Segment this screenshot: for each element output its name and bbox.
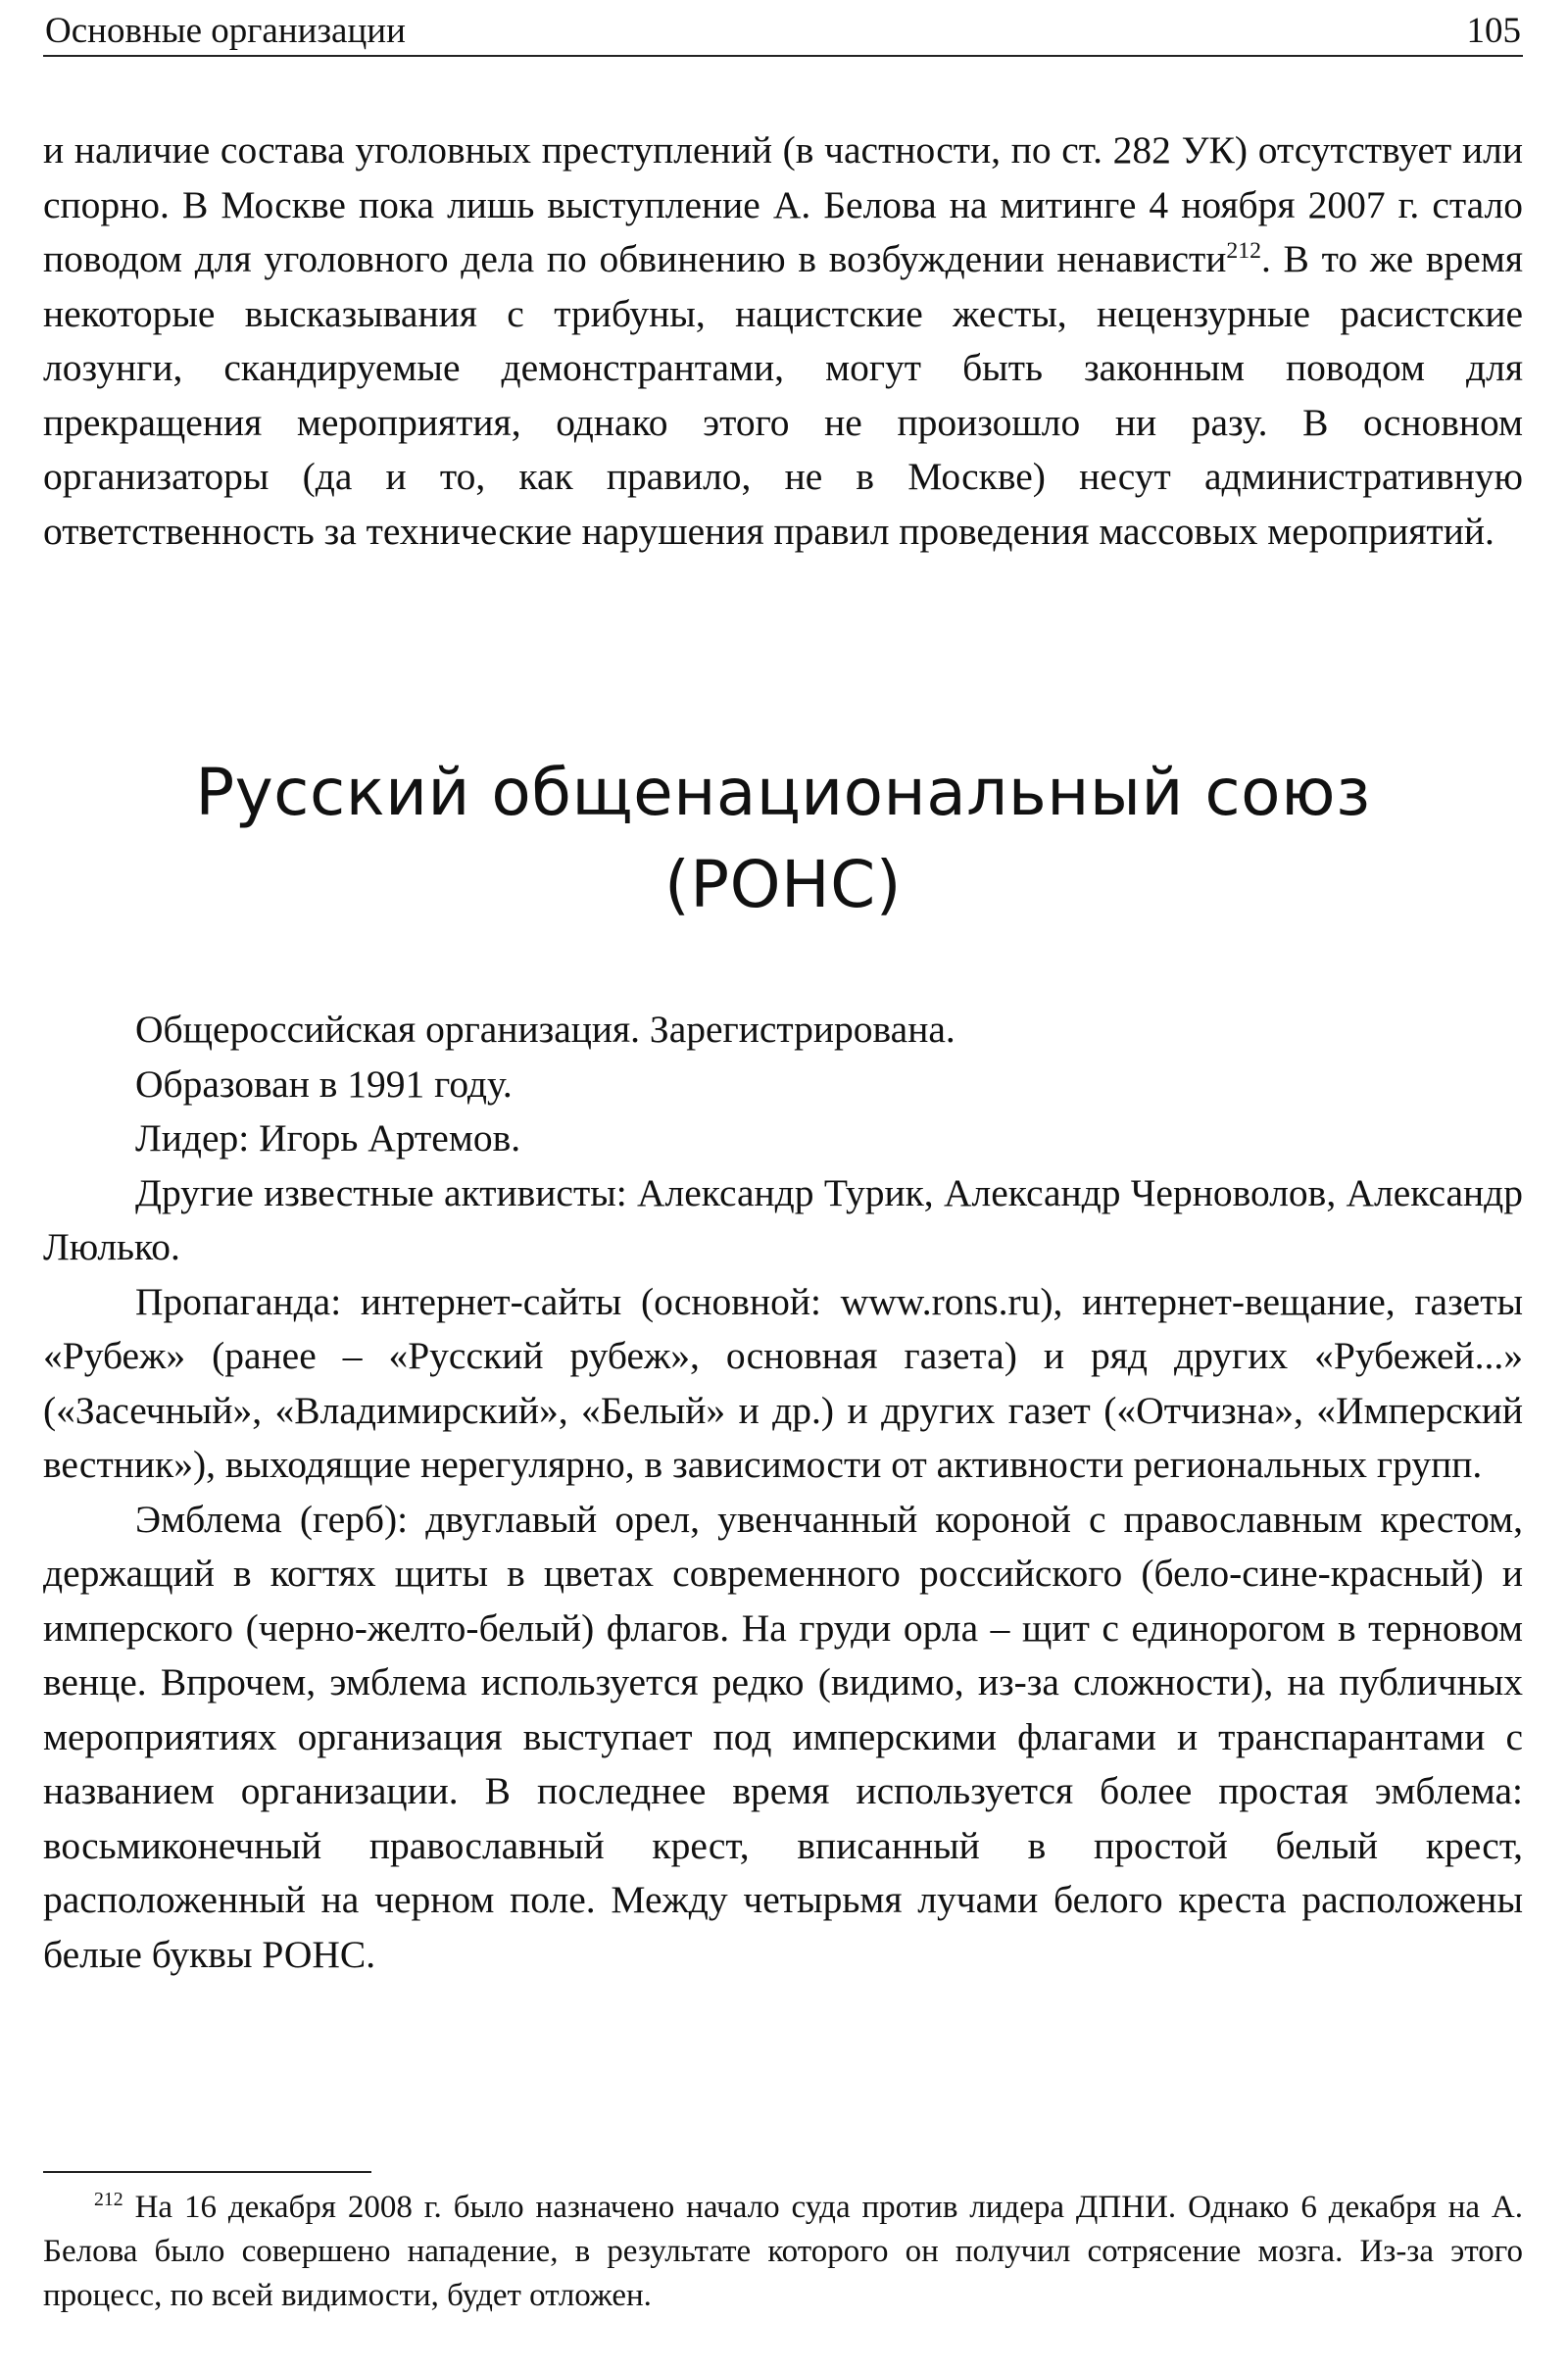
footnote-ref: 212 xyxy=(1226,237,1261,264)
profile-activists: Другие известные активисты: Александр Турик, Александр Черноволов, Александр Люлько. xyxy=(43,1170,1523,1268)
profile-founded: Образован в 1991 году. xyxy=(135,1062,513,1106)
section-heading xyxy=(43,747,1523,931)
section-title-line2: (РОНС) xyxy=(664,847,902,922)
organization-profile xyxy=(43,1003,1523,1982)
section-title-line1: Русский общенациональный союз xyxy=(195,755,1371,830)
intro-text xyxy=(43,123,1523,559)
profile-propaganda: Пропаганда: интернет-сайты (основной: www.rons.ru), интернет-вещание, газеты «Рубеж» (ранее – «Русский рубеж», основная газета) и ряд других «Рубежей...» («Засечный», «Владимирский», «Белый» и др.) и других газет («Отчизна», «Имперский вестник»), выходящие нерегулярно, в зависимости от активности региональных групп. xyxy=(43,1279,1523,1486)
intro-text-part2: . В то же время некоторые высказывания с трибуны, нацистские жесты, нецензурные расистские лозунги, скандируемые демонстрантами, могут быть законным поводом для прекращения мероприятия, однако этого не произошло ни разу. В основном организаторы (да и то, как правило, не в Москве) несут административную ответственность за технические нарушения правил проведения массовых мероприятий. xyxy=(43,237,1523,553)
intro-text-part1: и наличие состава уголовных преступлений (в частности, по ст. 282 УК) отсутствует или спорно. В Москве пока лишь выступление А. Белова на митинге 4 ноября 2007 г. стало поводом для уголовного дела по обвинению в возбуждении ненависти xyxy=(43,128,1523,280)
profile-leader: Лидер: Игорь Артемов. xyxy=(135,1116,521,1160)
footnote-body xyxy=(43,2186,1523,2318)
running-title: Основные организации xyxy=(45,11,406,51)
profile-status: Общероссийская организация. Зарегистрирована. xyxy=(135,1008,956,1051)
footnote xyxy=(43,2186,1523,2318)
running-header xyxy=(43,8,1523,57)
page-number: 105 xyxy=(1466,11,1521,51)
footnote-text: На 16 декабря 2008 г. было назначено начало суда против лидера ДПНИ. Однако 6 декабря на А. Белова было совершено нападение, в результате которого он получил сотрясение мозга. Из-за этого процесс, по всей видимости, будет отложен. xyxy=(43,2190,1523,2313)
profile-emblem: Эмблема (герб): двуглавый орел, увенчанный короной с православным крестом, держащий в когтях щиты в цветах современного российского (бело-сине-красный) и имперского (черно-желто-белый) флагов. На груди орла – щит с единорогом в терновом венце. Впрочем, эмблема используется редко (видимо, из-за сложности), на публичных мероприятиях организация выступает под имперскими флагами и транспарантами с названием организации. В последнее время используется более простая эмблема: восьмиконечный православный крест, вписанный в простой белый крест, расположенный на черном поле. Между четырьмя лучами белого креста расположены белые буквы РОНС. xyxy=(43,1497,1523,1976)
footnote-divider xyxy=(43,2171,371,2173)
footnote-number: 212 xyxy=(94,2189,123,2210)
intro-paragraph xyxy=(43,123,1523,559)
book-page xyxy=(43,0,1523,2370)
